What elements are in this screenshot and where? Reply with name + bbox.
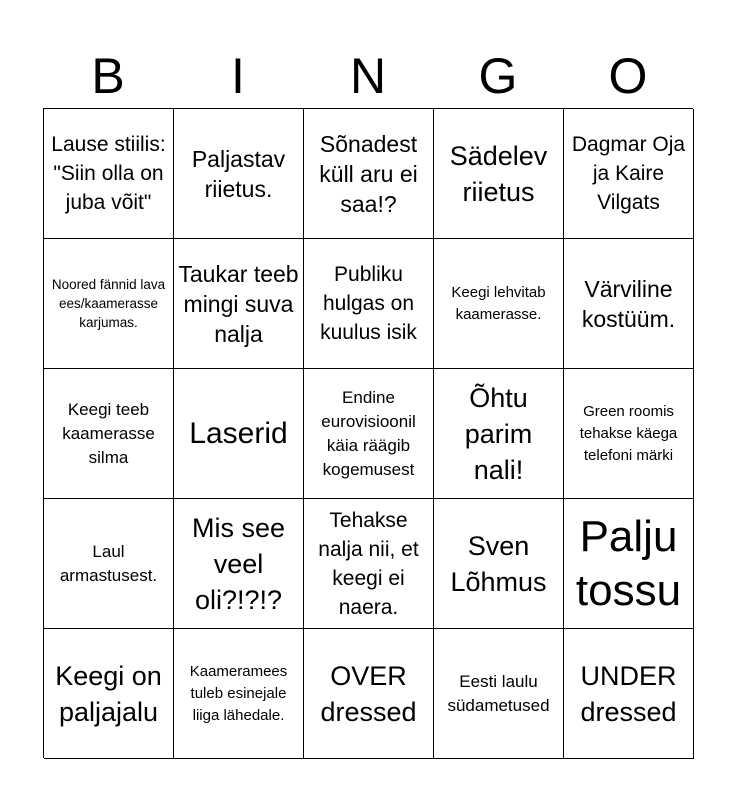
bingo-cell-r0-c4[interactable] (564, 109, 694, 239)
bingo-cell-text: Noored fännid lava ees/kaamerasse karjumas. (51, 277, 166, 330)
header-letter-g: G (478, 48, 518, 104)
header-letter-i: I (231, 48, 245, 104)
bingo-cell-text: Kaameramees tuleb esinejale liiga lähedale. (189, 662, 288, 724)
bingo-cell-r2-c4[interactable] (564, 369, 694, 499)
bingo-header (43, 44, 693, 108)
bingo-cell-r4-c0[interactable] (44, 629, 174, 759)
bingo-cell-text: Sven Lõhmus (450, 530, 547, 597)
bingo-cell-text: Õhtu parim nali! (464, 382, 533, 485)
bingo-cell-r0-c1[interactable] (174, 109, 304, 239)
bingo-cell-text: Paljastav riietus. (191, 145, 286, 202)
bingo-cell-r1-c2[interactable] (304, 239, 434, 369)
bingo-cell-r2-c1[interactable] (174, 369, 304, 499)
bingo-cell-r4-c3[interactable] (434, 629, 564, 759)
bingo-cell-text: Värviline kostüüm. (581, 275, 676, 332)
bingo-cell-text: Green roomis tehakse käega telefoni märki (579, 402, 678, 464)
bingo-cell-text: Palju tossu (575, 511, 682, 615)
bingo-cell-r0-c2[interactable] (304, 109, 434, 239)
bingo-cell-r2-c3[interactable] (434, 369, 564, 499)
bingo-cell-r1-c0[interactable] (44, 239, 174, 369)
bingo-cell-text: Taukar teeb mingi suva nalja (178, 260, 299, 347)
bingo-cell-r0-c3[interactable] (434, 109, 564, 239)
bingo-cell-text: Dagmar Oja ja Kaire Vilgats (571, 133, 686, 214)
bingo-cell-r1-c4[interactable] (564, 239, 694, 369)
bingo-cell-text: Keegi on paljajalu (55, 660, 162, 727)
header-letter-b: B (91, 48, 125, 104)
bingo-cell-text: OVER dressed (320, 660, 417, 727)
bingo-cell-text: Lause stiilis: "Siin olla on juba võit" (51, 133, 166, 214)
bingo-cell-r4-c2[interactable] (304, 629, 434, 759)
header-letter-n: N (349, 48, 387, 104)
bingo-cell-text: Eesti laulu südametused (447, 671, 550, 715)
bingo-cell-text: Sõnadest küll aru ei saa!? (319, 130, 418, 217)
bingo-cell-text: Tehakse nalja nii, et keegi ei naera. (318, 508, 419, 619)
bingo-cell-text: Keegi teeb kaamerasse silma (62, 399, 155, 467)
bingo-cell-text: Mis see veel oli?!?!? (191, 512, 286, 615)
bingo-cell-r3-c1[interactable] (174, 499, 304, 629)
bingo-cell-r0-c0[interactable] (44, 109, 174, 239)
bingo-cell-r1-c3[interactable] (434, 239, 564, 369)
bingo-cell-text: Publiku hulgas on kuulus isik (320, 263, 417, 344)
bingo-cell-r3-c3[interactable] (434, 499, 564, 629)
bingo-cell-r2-c0[interactable] (44, 369, 174, 499)
bingo-grid (43, 108, 693, 758)
bingo-cell-text: Sädelev riietus (449, 140, 548, 207)
bingo-cell-r2-c2[interactable] (304, 369, 434, 499)
bingo-cell-text: Keegi lehvitab kaamerasse. (451, 283, 546, 323)
bingo-cell-r3-c0[interactable] (44, 499, 174, 629)
header-letter-o: O (608, 48, 648, 104)
bingo-cell-text: Laserid (189, 416, 288, 450)
bingo-cell-text: UNDER dressed (580, 660, 677, 727)
bingo-cell-text: Laul armastusest. (59, 541, 158, 585)
bingo-cell-r4-c4[interactable] (564, 629, 694, 759)
bingo-cell-text: Endine eurovisioonil käia räägib kogemusest (321, 387, 416, 479)
bingo-cell-r3-c4[interactable] (564, 499, 694, 629)
bingo-cell-r3-c2[interactable] (304, 499, 434, 629)
bingo-cell-r1-c1[interactable] (174, 239, 304, 369)
bingo-cell-r4-c1[interactable] (174, 629, 304, 759)
